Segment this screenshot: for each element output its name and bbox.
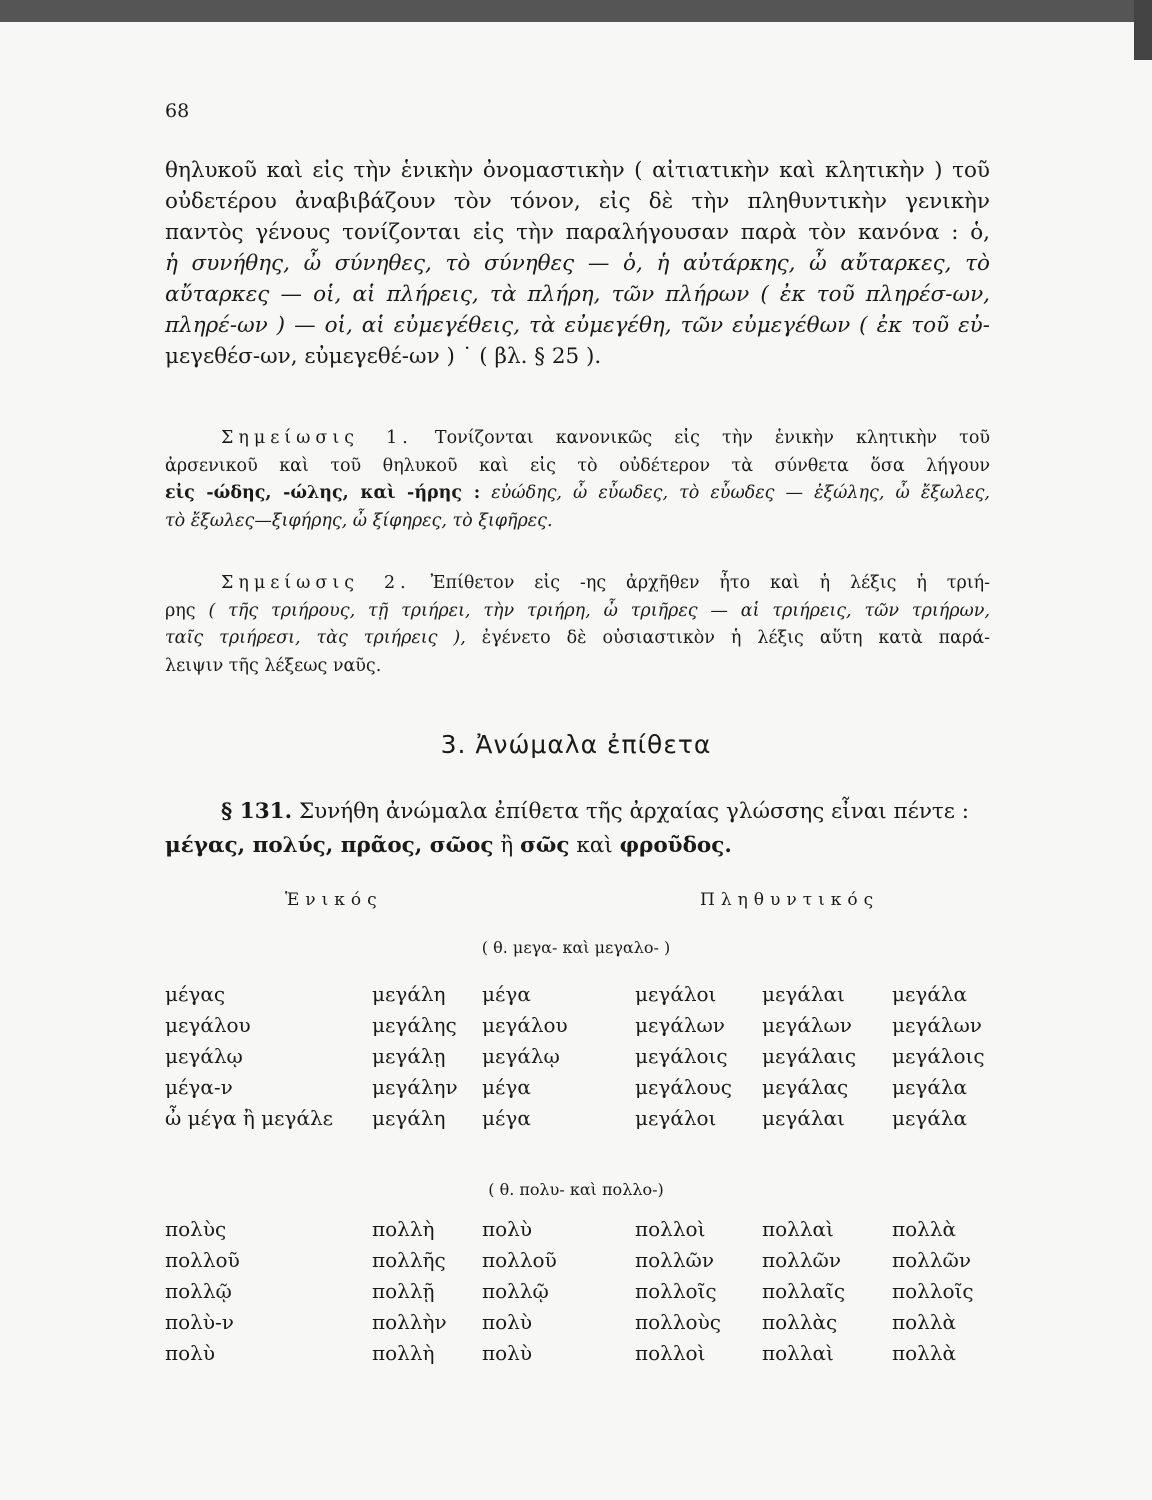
table-cell: πολλοῦ xyxy=(482,1248,557,1272)
note-text: ἐγένετο δὲ οὐσιαστικὸν ἡ λέξις αὕτη κατὰ παρά- xyxy=(481,628,990,649)
table-cell: μεγάλου xyxy=(482,1013,568,1037)
table-cell: μεγάλοι xyxy=(635,982,717,1006)
table-cell: πολλῷ xyxy=(165,1279,232,1303)
table-cell: μεγάλα xyxy=(892,1106,967,1130)
table-cell: πολλῆς xyxy=(372,1248,446,1272)
table-cell: πολλοὶ xyxy=(635,1217,706,1241)
paragraph-line: ἡ συνήθης, ὦ σύνηθες, τὸ σύνηθες — ὁ, ἡ αὐτάρκης, ὦ αὔταρκες, τὸ xyxy=(165,251,990,276)
table-cell: μεγάλου xyxy=(165,1013,251,1037)
table-row xyxy=(165,1044,995,1075)
table-cell: πολλὴ xyxy=(372,1341,435,1365)
table-cell: πολὺ xyxy=(482,1310,533,1334)
table-cell: πολλὰ xyxy=(892,1341,957,1365)
section-line xyxy=(165,795,990,829)
note-text: Τονίζονται κανονικῶς εἰς τὴν ἑνικὴν κλητικὴν τοῦ xyxy=(434,428,990,448)
note-line xyxy=(165,425,990,453)
table-cell: πολλαὶ xyxy=(762,1217,834,1241)
table-row xyxy=(165,1075,995,1106)
table-cell: πολλῶν xyxy=(892,1248,972,1272)
table-cell: μεγάλαις xyxy=(762,1044,857,1068)
paragraph-line: παντὸς γένους τονίζονται εἰς τὴν παραλήγουσαν παρὰ τὸν κανόνα : ὁ, xyxy=(165,220,990,245)
section-number: § 131. xyxy=(221,799,293,824)
table-cell: μεγάλα xyxy=(892,1075,967,1099)
table-cell: πολλῶν xyxy=(762,1248,842,1272)
table-cell: πολλῷ xyxy=(482,1279,549,1303)
paragraph-line: θηλυκοῦ καὶ εἰς τὴν ἑνικὴν ὀνομαστικὴν ( αἰτιατικὴν καὶ κλητικὴν ) τοῦ xyxy=(165,158,990,183)
note-text: ( τῆς τριήρους, τῇ τριήρει, τὴν τριήρη, ὦ τριῆρες — αἱ τριήρεις, τῶν τριήρων, xyxy=(208,600,990,621)
paragraph-line: αὔταρκες — οἱ, αἱ πλήρεις, τὰ πλήρη, τῶν πλήρων ( ἐκ τοῦ πληρέσ-ων, xyxy=(165,282,990,307)
adjective-list: μέγας, πολύς, πρᾶος, σῶος xyxy=(165,833,494,858)
table-cell: πολλοῖς xyxy=(635,1279,717,1303)
polys-declension-table xyxy=(165,1217,995,1372)
table-cell: πολλὰ xyxy=(892,1217,957,1241)
note-text: ρης xyxy=(165,600,196,621)
table-cell: μεγάλῃ xyxy=(372,1044,446,1068)
stem-note: ( θ. πολυ- καὶ πολλο-) xyxy=(488,1180,664,1199)
note-text: Ἐπίθετον εἰς -ης ἀρχῆθεν ἦτο καὶ ἡ λέξις ἡ τριή- xyxy=(430,573,991,593)
note-label: Σημείωσις 1. xyxy=(221,428,413,448)
adjective: σῶς xyxy=(520,833,570,858)
section-heading: 3. Ἀνώμαλα ἐπίθετα xyxy=(440,730,712,759)
table-cell: πολλαῖς xyxy=(762,1279,846,1303)
table-cell: πολλὴ xyxy=(372,1217,435,1241)
table-cell: πολλοῦ xyxy=(165,1248,240,1272)
table-cell: μέγα xyxy=(482,982,531,1006)
table-cell: πολλῇ xyxy=(372,1279,435,1303)
table-row xyxy=(165,1341,995,1372)
table-cell: πολλὰ xyxy=(892,1310,957,1334)
table-row xyxy=(165,1310,995,1341)
table-cell: πολὺς xyxy=(165,1217,227,1241)
note-line xyxy=(165,625,990,653)
note-line xyxy=(165,598,990,626)
table-row xyxy=(165,982,995,1013)
note-1 xyxy=(165,425,990,535)
scan-corner-shadow xyxy=(1134,0,1152,60)
table-cell: πολλῶν xyxy=(635,1248,715,1272)
scan-top-border xyxy=(0,0,1152,22)
adjective: φροῦδος. xyxy=(619,833,732,858)
note-text: ταῖς τριήρεσι, τὰς τριήρεις ), xyxy=(165,628,466,649)
table-cell: μεγάλων xyxy=(892,1013,982,1037)
table-cell: πολὺ xyxy=(482,1341,533,1365)
table-cell: πολλοὶ xyxy=(635,1341,706,1365)
table-cell: ὦ μέγα ἢ μεγάλε xyxy=(165,1106,334,1130)
table-cell: μεγάλαι xyxy=(762,982,845,1006)
page-number: 68 xyxy=(165,100,190,122)
note-line: λειψιν τῆς λέξεως ναῦς. xyxy=(165,655,382,676)
section-text: Συνήθη ἀνώμαλα ἐπίθετα τῆς ἀρχαίας γλώσσης εἶναι πέντε : xyxy=(298,799,970,824)
note-text: εἰς -ώδης, -ώλης, καὶ -ήρης : xyxy=(165,483,481,504)
table-cell: μεγάλην xyxy=(372,1075,458,1099)
conjunction: ἢ xyxy=(500,833,514,858)
plural-header: Πληθυντικός xyxy=(700,890,880,910)
table-cell: μέγα xyxy=(482,1075,531,1099)
table-cell: μεγάλη xyxy=(372,982,446,1006)
table-cell: μέγα-ν xyxy=(165,1075,233,1099)
table-cell: μεγάλαι xyxy=(762,1106,845,1130)
table-cell: μεγάλοις xyxy=(892,1044,985,1068)
paragraph-line: πληρέ-ων ) — οἱ, αἱ εὐμεγέθεις, τὰ εὐμεγέθη, τῶν εὐμεγέθων ( ἐκ τοῦ εὐ- xyxy=(165,313,990,338)
section-line xyxy=(165,829,990,863)
note-line xyxy=(165,570,990,598)
table-cell: μεγάλης xyxy=(372,1013,457,1037)
table-cell: μεγάλα xyxy=(892,982,967,1006)
conjunction: καὶ xyxy=(576,833,613,858)
note-2 xyxy=(165,570,990,680)
paragraph-line: οὐδετέρου ἀναβιβάζουν τὸν τόνον, εἰς δὲ τὴν πληθυντικὴν γενικὴν xyxy=(165,189,990,214)
megas-declension-table xyxy=(165,982,995,1137)
table-cell: πολὺ xyxy=(482,1217,533,1241)
table-row xyxy=(165,1217,995,1248)
table-cell: μεγάλη xyxy=(372,1106,446,1130)
table-row xyxy=(165,1248,995,1279)
singular-header: Ἑνικός xyxy=(285,890,383,910)
note-label: Σημείωσις 2. xyxy=(221,573,411,593)
table-cell: πολὺ xyxy=(165,1341,216,1365)
table-row xyxy=(165,1013,995,1044)
table-cell: μεγάλοις xyxy=(635,1044,728,1068)
note-line xyxy=(165,480,990,508)
table-cell: μεγάλων xyxy=(635,1013,725,1037)
table-cell: πολὺ-ν xyxy=(165,1310,234,1334)
table-row xyxy=(165,1106,995,1137)
table-cell: μεγάλῳ xyxy=(482,1044,560,1068)
table-cell: πολλὴν xyxy=(372,1310,447,1334)
note-text: εὐώδης, ὦ εὖωδες, τὸ εὖωδες — ἐξώλης, ὦ ἔξωλες, xyxy=(491,483,990,504)
paragraph-line: μεγεθέσ-ων, εὐμεγεθέ-ων ) ˙ ( βλ. § 25 ). xyxy=(165,344,602,369)
stem-note: ( θ. μεγα- καὶ μεγαλο- ) xyxy=(481,938,671,957)
table-cell: μεγάλοι xyxy=(635,1106,717,1130)
section-intro xyxy=(165,795,990,863)
table-cell: πολλοῖς xyxy=(892,1279,974,1303)
table-row xyxy=(165,1279,995,1310)
table-cell: μεγάλῳ xyxy=(165,1044,243,1068)
table-cell: πολλαὶ xyxy=(762,1341,834,1365)
table-cell: μεγάλους xyxy=(635,1075,732,1099)
table-cell: πολλοὺς xyxy=(635,1310,721,1334)
note-line: τὸ ἔξωλες—ξιφήρης, ὦ ξίφηρες, τὸ ξιφῆρες. xyxy=(165,510,553,531)
table-cell: πολλὰς xyxy=(762,1310,838,1334)
table-cell: μεγάλας xyxy=(762,1075,849,1099)
paragraph xyxy=(165,155,990,372)
note-line: ἀρσενικοῦ καὶ τοῦ θηλυκοῦ καὶ εἰς τὸ οὐδέτερον τὰ σύνθετα ὅσα λήγουν xyxy=(165,455,990,476)
table-cell: μέγα xyxy=(482,1106,531,1130)
table-cell: μεγάλων xyxy=(762,1013,852,1037)
table-cell: μέγας xyxy=(165,982,226,1006)
